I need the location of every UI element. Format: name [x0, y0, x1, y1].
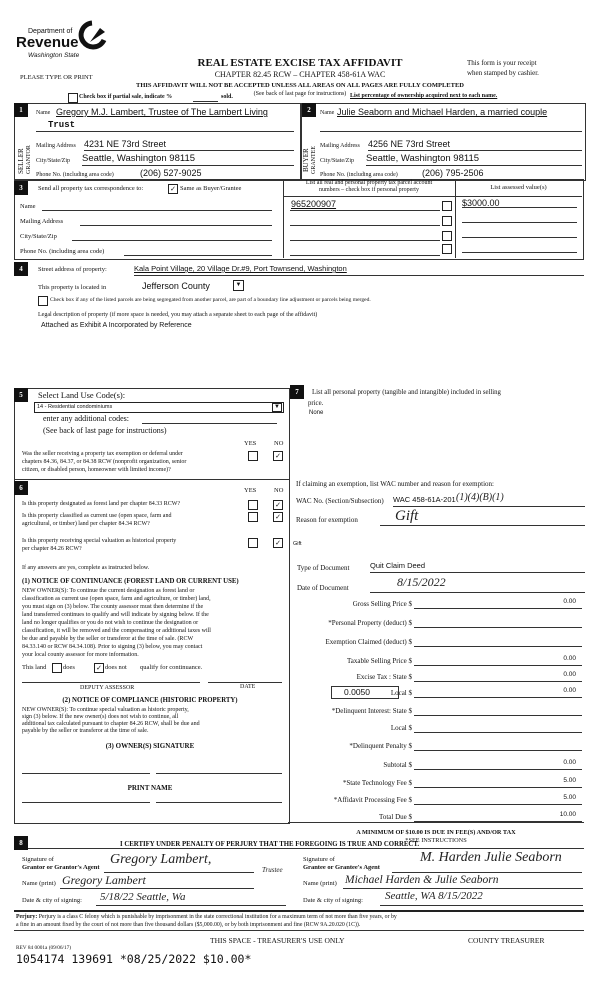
- same-as-buyer-checkbox[interactable]: ✓: [168, 184, 178, 194]
- buyer-side-label: BUYER: [302, 148, 310, 172]
- warning: THIS AFFIDAVIT WILL NOT BE ACCEPTED UNLESS ALL AREAS ON ALL PAGES ARE FULLY COMPLETED: [136, 82, 464, 89]
- form-chapter: CHAPTER 82.45 RCW – CHAPTER 458-61A WAC: [214, 70, 386, 79]
- owner-signature-line[interactable]: [22, 773, 150, 774]
- county-treasurer-label: COUNTY TREASURER: [468, 936, 545, 945]
- local-rate-field[interactable]: [331, 686, 399, 699]
- corr-city-field[interactable]: [72, 240, 272, 241]
- send-correspondence-label: Send all property tax correspondence to:: [38, 185, 144, 192]
- forest-land-question: Is this property designated as forest land per chapter 84.33 RCW?: [22, 501, 181, 507]
- print-name-label: PRINT NAME: [127, 784, 173, 792]
- land-use-dropdown-arrow-icon[interactable]: ▼: [272, 403, 282, 412]
- grantor-name-field[interactable]: Gregory Lambert: [62, 873, 146, 887]
- buyer-name-field[interactable]: Julie Seaborn and Michael Harden, a married couple: [337, 107, 548, 117]
- deputy-assessor-signature-line[interactable]: [22, 682, 200, 683]
- tax-line-underline: [414, 681, 582, 682]
- legal-description-label: Legal description of property (if more space is needed, you may attach a separate sheet to each page of the affidavit): [38, 312, 318, 318]
- notice-line: be due and payable by the seller or transferor at the time of sale. (RCW: [22, 636, 194, 642]
- dor-logo-icon: [78, 20, 108, 50]
- local-rate-value: 0.0050: [344, 687, 370, 697]
- corr-mailing-field[interactable]: [80, 225, 272, 226]
- notice-line: classification, it will be removed and the compensating or additional taxes will: [22, 628, 211, 634]
- perjury-line-1: [16, 914, 397, 921]
- corr-mailing-label: Mailing Address: [20, 218, 64, 225]
- yes-header: YES: [244, 487, 257, 494]
- seller-side-label: SELLER: [17, 148, 25, 174]
- does-not-qualify-checkbox[interactable]: ✓: [94, 663, 104, 673]
- historic-no-checkbox[interactable]: ✓: [273, 538, 283, 548]
- see-instructions-note: *SEE INSTRUCTIONS: [405, 837, 467, 844]
- tax-line-label: *Personal Property (deduct) $: [328, 619, 412, 627]
- additional-codes-label: enter any additional codes:: [43, 414, 129, 423]
- historic-question: Is this property receiving special valuation as historical property: [22, 538, 177, 544]
- form-revision: REV 84 0001a (09/06/17): [16, 945, 72, 951]
- notice-line: land no longer qualifies or you do not wish to continue the designation or: [22, 620, 199, 626]
- personal-property-field[interactable]: None: [309, 410, 324, 416]
- form-title: REAL ESTATE EXCISE TAX AFFIDAVIT: [197, 57, 403, 69]
- street-address-field[interactable]: Kala Point Village, 20 Village Dr.#9, Port Townsend, Washington: [134, 264, 347, 273]
- document-type-field[interactable]: Quit Claim Deed: [370, 561, 426, 570]
- tax-line-label: Local $: [390, 724, 412, 732]
- corr-phone-label: Phone No. (including area code): [20, 248, 105, 255]
- seller-city-label: City/State/Zip: [36, 158, 70, 164]
- personal-property-checkbox[interactable]: [442, 216, 452, 226]
- tax-line-underline: [414, 804, 582, 805]
- tax-line-underline: [414, 627, 582, 628]
- personal-property-checkbox[interactable]: [442, 201, 452, 211]
- owner-signature-line[interactable]: [156, 773, 282, 774]
- tax-line-label: *Affidavit Processing Fee $: [333, 796, 412, 804]
- exemption-instructions: If claiming an exemption, list WAC number and reason for exemption:: [296, 480, 494, 488]
- tax-line-label: Exemption Claimed (deduct) $: [325, 638, 412, 646]
- parcel-number-field[interactable]: 965200907: [291, 199, 337, 209]
- notice-line: land transferred continues to qualify and will indicate by signing below. If the: [22, 612, 209, 618]
- current-use-no-checkbox[interactable]: ✓: [273, 512, 283, 522]
- tax-line-underline: [414, 646, 582, 647]
- street-address-label: Street address of property:: [38, 266, 107, 273]
- does-qualify-checkbox[interactable]: [52, 663, 62, 673]
- partial-sale-checkbox[interactable]: [68, 93, 78, 103]
- please-type: PLEASE TYPE OR PRINT: [20, 74, 93, 81]
- grantee-signature-label-2: Grantee or Grantee's Agent: [303, 864, 380, 871]
- grantee-signature[interactable]: M. Harden Julie Seaborn: [420, 850, 562, 865]
- does-not-label: does not: [105, 664, 127, 671]
- tax-line-value[interactable]: 10.00: [559, 811, 576, 818]
- seller-mailing-field[interactable]: 4231 NE 73rd Street: [84, 139, 167, 149]
- exemption-question: Was the seller receiving a property tax exemption or deferral under: [22, 451, 183, 457]
- perjury-line-2: a fine in an amount fixed by the court of not more than five thousand dollars ($5,000.00), or by both imprisonment and fine (RCW 9A.20.020 (1C)).: [16, 922, 361, 928]
- grantee-signature-label: Signature of: [303, 856, 335, 863]
- assessor-date-label: DATE: [240, 684, 256, 690]
- forest-yes-checkbox[interactable]: [248, 500, 258, 510]
- tax-line-underline: [414, 715, 582, 716]
- notice-line: NEW OWNER(S): To continue the current designation as forest land or: [22, 588, 195, 594]
- exemption-question: citizen, or disabled person, homeowner with limited income)?: [22, 467, 171, 473]
- section-number: 1: [14, 103, 28, 117]
- document-type-label: Type of Document: [297, 564, 350, 572]
- personal-property-checkbox[interactable]: [442, 231, 452, 241]
- notice-line: payable by the seller or transferor at the time of sale.: [22, 728, 149, 734]
- yes-header: YES: [244, 440, 257, 447]
- section-number: 7: [290, 385, 304, 399]
- buyer-phone-label: Phone No. (including area code): [320, 172, 398, 178]
- grantor-side-label: GRANTOR: [26, 145, 32, 174]
- perjury-label: Perjury:: [16, 914, 38, 920]
- this-land-label: This land: [22, 664, 47, 671]
- minimum-due-note: A MINIMUM OF $10.00 IS DUE IN FEE(S) AND/OR TAX: [356, 829, 516, 836]
- print-name-line[interactable]: [156, 802, 282, 803]
- sold-label: sold.: [221, 94, 233, 100]
- seller-name-field[interactable]: Gregory M.J. Lambert, Trustee of The Lambert Living: [56, 107, 268, 117]
- grantor-trustee-note: Trustee: [262, 866, 283, 874]
- additional-codes-field[interactable]: [142, 423, 277, 424]
- grantee-date-field[interactable]: Seattle, WA 8/15/2022: [385, 890, 483, 902]
- tax-line-value[interactable]: 0.00: [563, 687, 576, 694]
- percentage-note: List percentage of ownership acquired next to each name.: [350, 93, 498, 99]
- tax-line-label: Taxable Selling Price $: [346, 657, 412, 665]
- grantor-name-label: Name (print): [22, 880, 56, 887]
- parcel-header-2: numbers – check box if personal property: [319, 187, 419, 193]
- tax-line-label: Subtotal $: [383, 761, 412, 769]
- wac-field[interactable]: WAC 458-61A-201: [393, 495, 456, 504]
- print-name-line[interactable]: [22, 802, 150, 803]
- tax-line-value[interactable]: 0.00: [563, 655, 576, 662]
- current-use-question: Is this property classified as current use (open space, farm and: [22, 513, 172, 519]
- exemption-yes-checkbox[interactable]: [248, 451, 258, 461]
- document-date-field[interactable]: 8/15/2022: [397, 575, 446, 589]
- personal-property-label-2: price.: [308, 400, 324, 407]
- notice-continuance-title: (1) NOTICE OF CONTINUANCE (FOREST LAND OR CURRENT USE): [22, 578, 239, 585]
- current-use-yes-checkbox[interactable]: [248, 512, 258, 522]
- segregated-label: Check box if any of the listed parcels are being segregated from another parcel, are part of a boundary line adjustment or parcels being merged.: [50, 297, 371, 303]
- tax-line-underline: [414, 750, 582, 751]
- logo-line2: Revenue: [16, 34, 79, 51]
- legal-description-field[interactable]: Attached as Exhibit A Incorporated by Reference: [41, 322, 192, 329]
- forest-no-checkbox[interactable]: ✓: [273, 500, 283, 510]
- grantor-signature[interactable]: Gregory Lambert,: [110, 852, 212, 867]
- certify-statement: I CERTIFY UNDER PENALTY OF PERJURY THAT THE FOREGOING IS TRUE AND CORRECT.: [120, 841, 420, 848]
- no-header: NO: [274, 487, 284, 494]
- tax-line-underline: [414, 665, 582, 666]
- county-select[interactable]: Jefferson County: [142, 281, 210, 291]
- section-number: 4: [14, 262, 28, 276]
- treasurer-use-label: THIS SPACE - TREASURER'S USE ONLY: [210, 936, 345, 945]
- section-number: 6: [14, 481, 28, 495]
- segregated-checkbox[interactable]: [38, 296, 48, 306]
- corr-city-label: City/State/Zip: [20, 233, 57, 240]
- tax-line-label: Total Due $: [379, 813, 412, 821]
- if-yes-note: If any answers are yes, complete as instructed below.: [22, 565, 150, 571]
- assessed-header: List assessed value(s): [490, 184, 547, 191]
- grantor-signature-label: Signature of: [22, 856, 54, 863]
- tax-line-label: Local $: [390, 689, 412, 697]
- parcel-header-1: List all real and personal property tax parcel account: [305, 180, 433, 186]
- section-number: 3: [14, 181, 28, 195]
- section-number: 5: [14, 388, 28, 402]
- tax-line-value[interactable]: 5.00: [563, 777, 576, 784]
- corr-phone-field[interactable]: [124, 255, 272, 256]
- tax-line-label: *Delinquent Interest: State $: [331, 707, 412, 715]
- grantor-date-label: Date & city of signing:: [22, 897, 82, 904]
- personal-property-label: List all personal property (tangible and intangible) included in selling: [312, 389, 501, 396]
- notice-line: NEW OWNER(S): To continue special valuation as historic property,: [22, 707, 189, 713]
- buyer-city-label: City/State/Zip: [320, 158, 354, 164]
- notice-line: sign (3) below. If the new owner(s) does not wish to continue, all: [22, 714, 179, 720]
- logo-line3: Washington State: [28, 52, 80, 59]
- tax-line-value[interactable]: 0.00: [563, 671, 576, 678]
- buyer-phone-field[interactable]: (206) 795-2506: [422, 168, 484, 178]
- exemption-no-checkbox[interactable]: ✓: [273, 451, 283, 461]
- tax-line-underline: [414, 821, 582, 822]
- grantee-side-label: GRANTEE: [311, 146, 317, 174]
- historic-question: per chapter 84.26 RCW?: [22, 546, 82, 552]
- tax-line-underline: [414, 787, 582, 788]
- deputy-assessor-label: DEPUTY ASSESSOR: [80, 685, 135, 691]
- buyer-name-label: Name: [320, 110, 335, 116]
- grantee-date-label: Date & city of signing:: [303, 897, 363, 904]
- exemption-reason-label: Reason for exemption: [296, 516, 358, 524]
- seller-phone-label: Phone No. (including area code): [36, 172, 114, 178]
- county-label: This property is located in: [38, 284, 107, 291]
- receipt-note-1: This form is your receipt: [467, 59, 537, 67]
- owner-signature-title: (3) OWNER(S) SIGNATURE: [105, 742, 195, 750]
- assessor-date-line[interactable]: [208, 682, 282, 683]
- same-as-buyer-label: Same as Buyer/Grantee: [180, 185, 242, 192]
- land-use-selected: 14 - Residential condominiums: [37, 404, 113, 410]
- buyer-city-field[interactable]: Seattle, Washington 98115: [366, 153, 480, 164]
- tax-line-label: Gross Selling Price $: [352, 600, 412, 608]
- notice-line: classification as current use (open space, farm and agriculture, or timber) land,: [22, 596, 211, 602]
- perjury-text: Perjury is a class C felony which is punishable by imprisonment in the state correctional institution for a maximum term of not more than five years, or by: [38, 914, 397, 920]
- no-header: NO: [274, 440, 284, 447]
- grantee-name-label: Name (print): [303, 880, 337, 887]
- historic-yes-checkbox[interactable]: [248, 538, 258, 548]
- seller-mailing-label: Mailing Address: [36, 143, 76, 149]
- tax-line-underline: [414, 697, 582, 698]
- assessed-value-field[interactable]: $3000.00: [462, 198, 500, 208]
- tax-line-label: *State Technology Fee $: [342, 779, 412, 787]
- partial-sale-label: Check box if partial sale, indicate %: [79, 94, 173, 100]
- exemption-reason-field[interactable]: Gift: [395, 508, 419, 524]
- tax-line-value[interactable]: 0.00: [563, 759, 576, 766]
- corr-name-field[interactable]: [42, 210, 272, 211]
- see-back: (See back of last page for instructions): [253, 91, 347, 97]
- seller-name-label: Name: [36, 110, 51, 116]
- treasurer-stamp: 1054174 139691 *08/25/2022 $10.00*: [16, 952, 252, 966]
- buyer-mailing-label: Mailing Address: [320, 143, 360, 149]
- notice-line: you must sign on (3) below. The county assessor must then determine if the: [22, 604, 204, 610]
- grantor-signature-label-2: Grantor or Grantor's Agent: [22, 864, 100, 871]
- current-use-question: agricultural, or timber) land per chapter 84.34 RCW?: [22, 521, 150, 527]
- section-number: 2: [302, 103, 316, 117]
- exemption-reason-typed: Gift: [293, 541, 302, 547]
- qualify-label: qualify for continuance.: [140, 664, 203, 671]
- grantor-date-field[interactable]: 5/18/22 Seattle, Wa: [100, 891, 186, 903]
- does-label: does: [63, 664, 75, 671]
- tax-line-label: Excise Tax : State $: [356, 673, 412, 681]
- exemption-question: chapters 84.36, 84.37, or 84.38 RCW (nonprofit organization, senior: [22, 459, 187, 465]
- notice-compliance-title: (2) NOTICE OF COMPLIANCE (HISTORIC PROPERTY): [62, 697, 238, 704]
- receipt-note-2: when stamped by cashier.: [467, 69, 539, 77]
- notice-line: your local county assessor for more information.: [22, 652, 139, 658]
- land-use-select[interactable]: [34, 402, 284, 413]
- tax-line-label: *Delinquent Penalty $: [349, 742, 412, 750]
- seller-phone-field[interactable]: (206) 527-9025: [140, 168, 202, 178]
- land-use-instructions: (See back of last page for instructions): [43, 426, 167, 435]
- wac-handwritten: (1)(4)(B)(1): [456, 492, 504, 503]
- personal-property-checkbox[interactable]: [442, 244, 452, 254]
- tax-line-value[interactable]: 0.00: [563, 598, 576, 605]
- logo-line1: Department of: [28, 28, 73, 35]
- notice-line: additional tax calculated pursuant to chapter 84.26 RCW, shall be due and: [22, 721, 200, 727]
- county-dropdown-arrow-icon[interactable]: ▼: [233, 280, 244, 291]
- seller-city-field[interactable]: Seattle, Washington 98115: [82, 153, 196, 164]
- grantee-name-field[interactable]: Michael Harden & Julie Seaborn: [345, 874, 499, 886]
- section-number: 8: [14, 836, 28, 850]
- land-use-label: Select Land Use Code(s):: [38, 390, 126, 400]
- tax-line-underline: [414, 732, 582, 733]
- corr-name-label: Name: [20, 203, 36, 210]
- tax-line-value[interactable]: 5.00: [563, 794, 576, 801]
- seller-name-field-continued[interactable]: Trust: [48, 120, 76, 130]
- tax-line-underline: [414, 769, 582, 770]
- notice-line: 84.33.140 or RCW 84.34.108). Prior to signing (3) below, you may contact: [22, 644, 203, 650]
- tax-line-underline: [414, 608, 582, 609]
- buyer-mailing-field[interactable]: 4256 NE 73rd Street: [368, 139, 451, 149]
- wac-label: WAC No. (Section/Subsection): [296, 497, 384, 505]
- document-date-label: Date of Document: [297, 584, 349, 592]
